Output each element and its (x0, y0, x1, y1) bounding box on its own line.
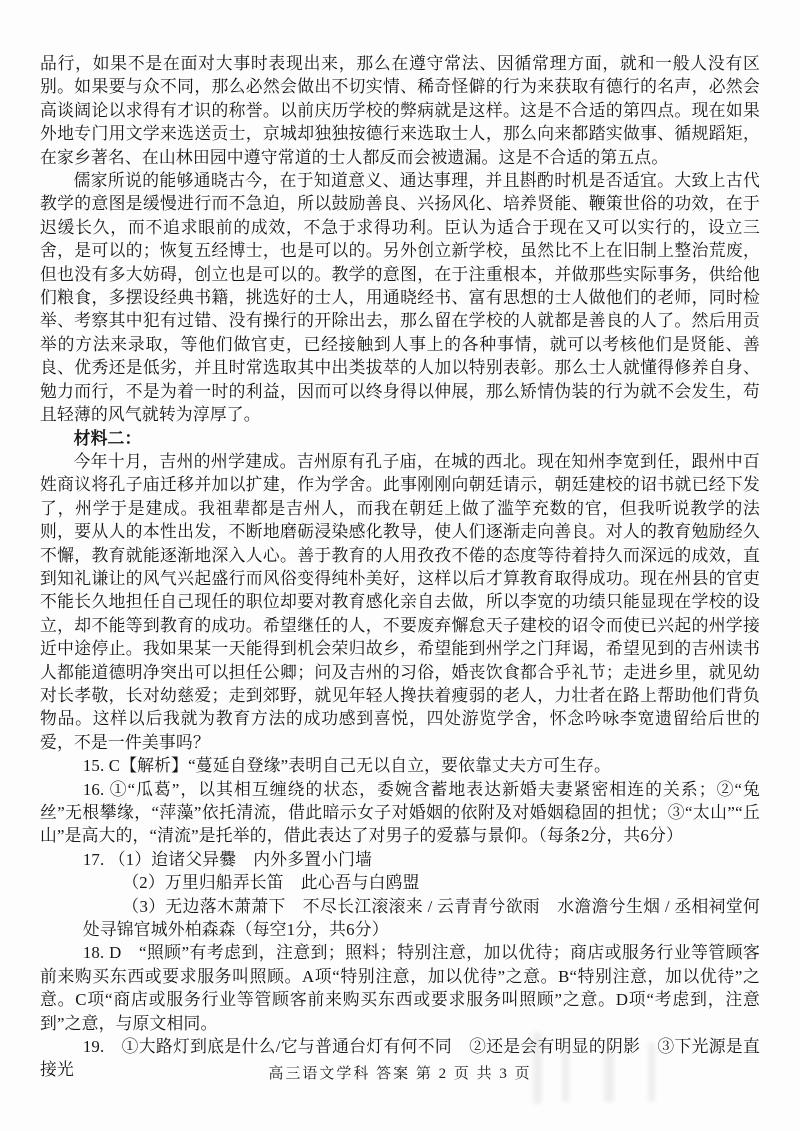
page-footer: 高三语文学科 答案 第 2 页 共 3 页 (268, 1066, 532, 1082)
answer-16: 16. ①“瓜葛”，以其相互缠绕的状态，委婉含蓄地表达新婚夫妻紧密相连的关系；②“兔丝”无根攀缘，“萍藻”依托清流，借此暗示女子对婚姻的依附及对婚姻稳固的担忧；③“太山”“丘山”是高大的，“清流”是托举的，借此表达了对男子的爱慕与景仰。（每条2分，共6分） (40, 779, 760, 846)
answer-19: 19. ①大路灯到底是什么/它与普通台灯有何不同 ②还是会有明显的阴影 ③下光源是直接光 (40, 1037, 760, 1080)
paragraph-confucian-teaching: 儒家所说的能够通晓古今，在于知道意义、通达事理，并且斟酌时机是否适宜。大致上古代教学的意图是缓慢进行而不急迫，所以鼓励善良、兴扬风化、培养贤能、鞭策世俗的功效，在于迟缓长久，而不追求眼前的成效，不急于求得功利。臣认为适合于现在又可以实行的，设立三舍，是可以的；恢复五经博士，也是可以的。另外创立新学校，虽然比不上在旧制上整治荒废，但也没有多大妨碍，创立也是可以的。教学的意图，在于注重根本，并做那些实际事务，供给他们粮食，多摆设经典书籍，挑选好的士人，用通晓经书、富有思想的士人做他们的老师，同时检举、考察其中犯有过错、没有操行的开除出去，那么留在学校的人就都是善良的人了。然后用贡举的方法来录取，等他们做官吏，已经接触到人事上的各种事情，就可以考核他们是贤能、善良、优秀还是低劣，并且时常选取其中出类拔萃的人加以特别表彰。那么士人就懂得修养自身、勉力而行，不是为着一时的利益，因而可以终身得以伸展，那么矫情伪装的行为就不会发生，苟且轻薄的风气就转为淳厚了。 (40, 171, 760, 425)
paragraph-continuation: 品行，如果不是在面对大事时表现出来，那么在遵守常法、因循常理方面，就和一般人没有区别。如果要与众不同，那么必然会做出不切实情、稀奇怪僻的行为来获取有德行的名声，必然会高谈阔论以求得有才识的称誉。以前庆历学校的弊病就是这样。这是不合适的第四点。现在如果外地专门用文学来选送贡士，京城却独独按德行来选取士人，那么向来都踏实做事、循规蹈矩，在家乡著名、在山林田园中遵守常道的士人都反而会被遗漏。这是不合适的第五点。 (40, 54, 760, 167)
answer-17-item-1: 17. （1）迨诸父异爨 内外多置小门墙 (82, 849, 373, 869)
answer-17-item-3: （3）无边落木萧萧下 不尽长江滚滚来 / 云青青兮欲雨 水澹澹兮生烟 / 丞相祠堂何处寻锦官城外柏森森（每空1分，共6分） (82, 896, 760, 940)
document-body (40, 52, 760, 1082)
answer-15: 15. C【解析】“蔓延自登缘”表明自己无以自立，要依靠丈夫方可生存。 (82, 756, 611, 776)
paragraph-jizhou-school: 今年十月，吉州的州学建成。吉州原有孔子庙，在城的西北。现在知州李宽到任，跟州中百姓商议将孔子庙迁移并加以扩建，作为学舍。此事刚刚向朝廷请示，朝廷建校的诏书就已经下发了，州学于是建成。我祖辈都是吉州人，而我在朝廷上做了滥竽充数的官，但我听说教学的法则，要从人的本性出发，不断地磨砺浸染感化教导，使人们逐渐走向善良。对人的教育勉励经久不懈，教育就能逐渐地深入人心。善于教育的人用孜孜不倦的态度等待着持久而深远的成效，直到知礼谦让的风气兴起盛行而风俗变得纯朴美好，这样以后才算教育取得成功。现在州县的官吏不能长久地担任自己现任的职位却要对教育感化亲自去做，所以李宽的功绩只能显现在学校的设立，却不能等到教育的成功。希望继任的人，不要废弃懈怠天子建校的诏令而使已兴起的州学接近中途停止。我如果某一天能得到机会荣归故乡，希望能到州学之门拜谒，希望见到的吉州读书人都能道德明净突出可以担任公卿；问及吉州的习俗，婚丧饮食都合乎礼节；走进乡里，就见幼对长孝敬，长对幼慈爱；走到郊野，就见年轻人搀扶着瘦弱的老人，力壮者在路上帮助他们背负物品。这样以后我就为教育方法的成功感到喜悦，四处游览学舍，怀念吟咏李宽遗留给后世的爱，不是一件美事吗？ (40, 451, 760, 752)
answer-17-item-2: （2）万里归船弄长笛 此心吾与白鸥盟 (122, 873, 420, 893)
material-2-heading: 材料二： (73, 428, 142, 448)
answer-18: 18. D “照顾”有考虑到，注意到；照料；特别注意，加以优待；商店或服务行业等管顾客前来购买东西或要求服务叫照顾。A项“特别注意，加以优待”之意。B“特别注意，加以优待”之意。C项“商店或服务行业等管顾客前来购买东西或要求服务叫照顾”之意。D项“考虑到，注意到”之意，与原文相同。 (40, 943, 760, 1033)
